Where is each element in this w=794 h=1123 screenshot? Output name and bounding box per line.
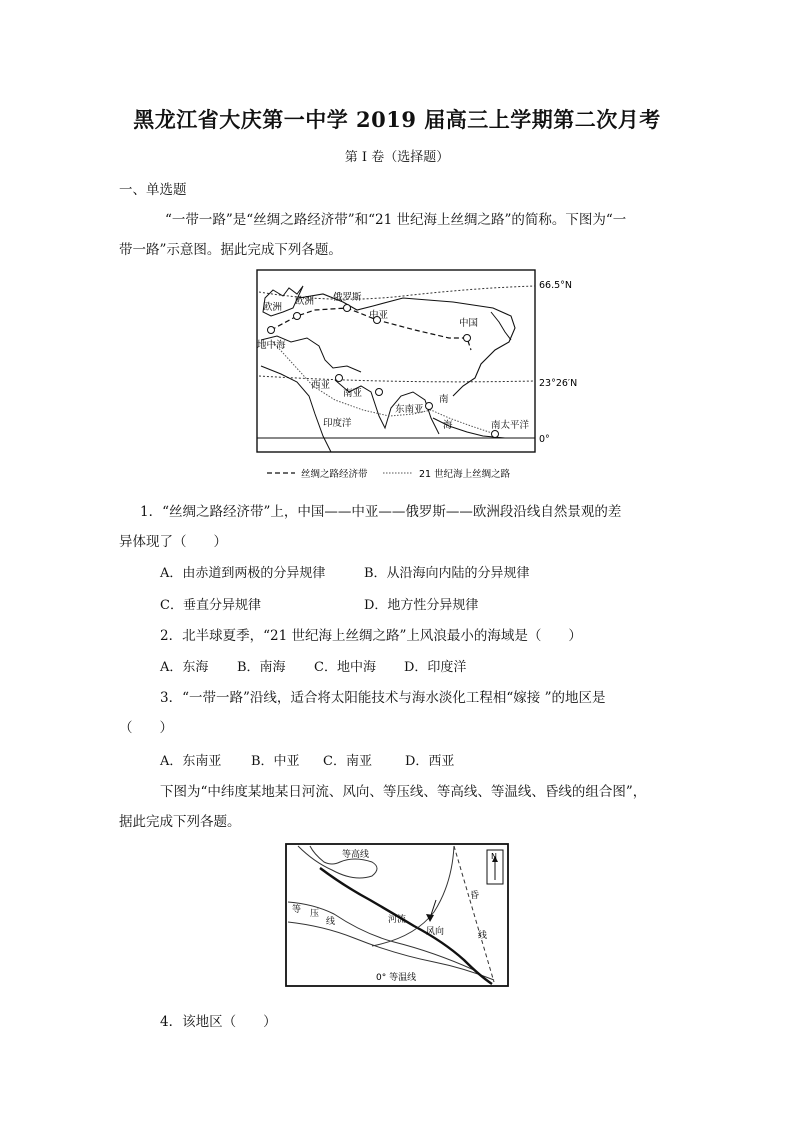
intro-1-line-1: “一带一路”是“丝绸之路经济带”和“21 世纪海上丝绸之路”的简称。下图为“一 (165, 212, 627, 228)
label-europe-1: 欧洲 (263, 302, 283, 313)
label-mediterranean: 地中海 (257, 340, 286, 351)
intro-1-line-2: 带一路”示意图。据此完成下列各题。 (119, 242, 342, 258)
europe-node (294, 313, 301, 320)
q2-option-b: B．南海 (237, 660, 286, 675)
q3-option-b: B．中亚 (251, 754, 300, 769)
china-node (464, 335, 471, 342)
label-southeast-asia: 东南亚 (395, 404, 424, 415)
southeast-asia-node (426, 403, 433, 410)
q1-option-d: D．地方性分异规律 (364, 598, 479, 613)
west-asia-node (336, 375, 343, 382)
label-russia: 俄罗斯 (333, 292, 362, 303)
q4-stem: 4．该地区（ ） (160, 1014, 277, 1030)
label-river: 河流 (388, 915, 407, 925)
q1-option-a: A．由赤道到两极的分异规律 (160, 566, 326, 581)
q2-option-d: D．印度洋 (404, 660, 467, 675)
q3-option-c: C．南亚 (323, 754, 372, 769)
mediterranean-node (268, 327, 275, 334)
legend-belt-label: 丝绸之路经济带 (301, 469, 368, 480)
intro-2-line-2: 据此完成下列各题。 (119, 814, 241, 830)
lat-label-arctic: 66.5°N (539, 280, 573, 291)
label-isobar-2: 压 (310, 909, 320, 919)
label-south-asia: 南亚 (343, 388, 363, 399)
q1-option-b: B．从沿海向内陆的分异规律 (364, 566, 530, 581)
label-indian-ocean: 印度洋 (323, 418, 352, 429)
label-west-asia: 西亚 (311, 380, 331, 391)
label-south-pacific: 南太平洋 (491, 420, 530, 431)
q3-stem-line-2: （ ） (119, 720, 173, 736)
russia-node (344, 305, 351, 312)
lat-label-equator: 0° (539, 434, 550, 445)
q1-option-c: C．垂直分异规律 (160, 598, 261, 613)
mid-latitude-combo-map (284, 842, 512, 990)
label-china: 中国 (459, 318, 479, 329)
belt-and-road-map (253, 268, 598, 484)
q1-stem-line-2: 异体现了（ ） (119, 534, 227, 550)
label-isobar-1: 等 (292, 905, 302, 915)
label-wind: 风向 (426, 927, 445, 937)
q2-stem: 2．北半球夏季，“21 世纪海上丝绸之路”上风浪最小的海域是（ ） (160, 628, 582, 644)
label-isobar-3: 线 (326, 917, 336, 927)
label-south-sea-2: 海 (443, 420, 453, 431)
legend-maritime-label: 21 世纪海上丝绸之路 (419, 469, 511, 480)
label-central-asia: 中亚 (369, 310, 389, 321)
volume-subtitle: 第 I 卷（选择题） (344, 150, 450, 165)
south-pacific-node (492, 431, 499, 438)
label-europe-2: 欧洲 (295, 296, 315, 307)
label-south-sea-1: 南 (439, 394, 449, 405)
north-label: N (491, 852, 497, 861)
q2-option-a: A．东海 (160, 660, 209, 675)
q3-option-d: D．西亚 (405, 754, 455, 769)
q3-option-a: A．东南亚 (160, 754, 222, 769)
exam-title: 黑龙江省大庆第一中学 2019 届高三上学期第二次月考 (133, 107, 661, 132)
q2-option-c: C．地中海 (314, 660, 376, 675)
label-dusk-2: 线 (478, 931, 488, 941)
intro-2-line-1: 下图为“中纬度某地某日河流、风向、等压线、等高线、等温线、昏线的组合图”， (160, 784, 647, 800)
section-heading: 一、单选题 (119, 182, 187, 198)
label-dusk-1: 昏 (470, 891, 480, 901)
lat-label-tropic: 23°26′N (539, 378, 578, 389)
label-contour: 等高线 (342, 850, 370, 860)
q3-stem-line-1: 3．“一带一路”沿线，适合将太阳能技术与海水淡化工程相“嫁接 ”的地区是 (160, 690, 606, 706)
south-asia-node (376, 389, 383, 396)
label-isotherm: 0° 等温线 (376, 973, 417, 983)
q1-stem-line-1: 1．“丝绸之路经济带”上，中国——中亚——俄罗斯——欧洲段沿线自然景观的差 (140, 504, 622, 520)
